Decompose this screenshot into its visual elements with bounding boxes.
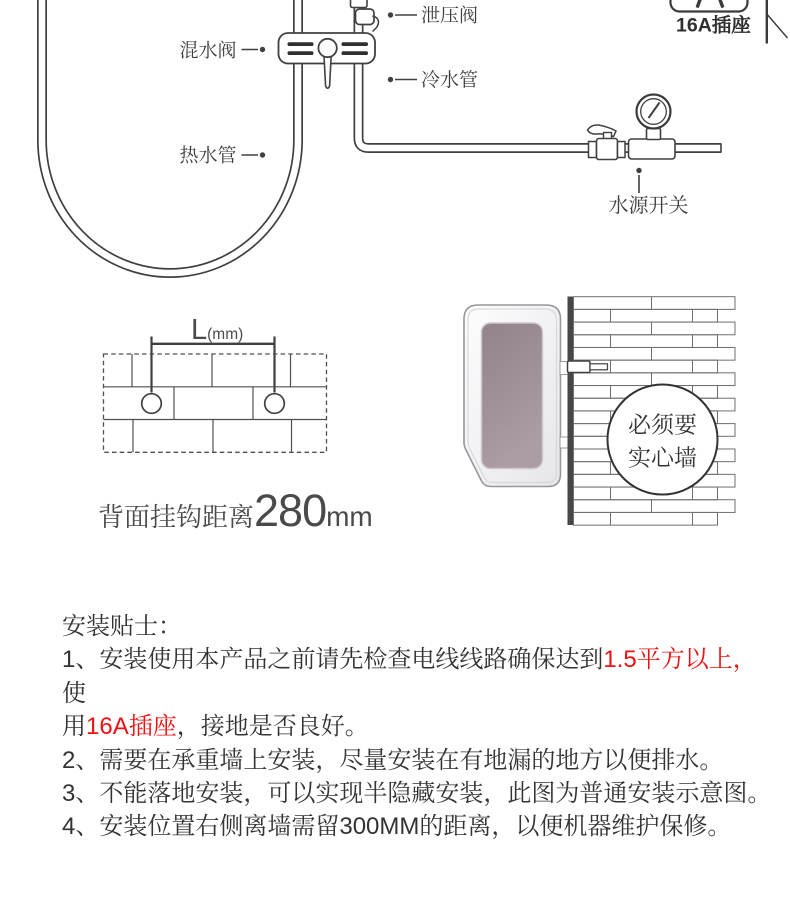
tips-item-3: 3、不能落地安装，可以实现半隐藏安装，此图为普通安装示意图。 (62, 780, 772, 808)
water-switch (588, 95, 676, 160)
relief-valve-label: 泄压阀 (421, 5, 479, 27)
tips-item-2: 2、需要在承重墙上安装，尽量安装在有地漏的地方以便排水。 (62, 746, 724, 774)
dim-L-label: L(mm) (191, 314, 244, 346)
heater-panel (482, 323, 543, 469)
annotation-water-switch (609, 168, 689, 217)
annotation-mixing-valve (179, 40, 265, 62)
wall-note-line1: 必须要 (628, 411, 697, 438)
hook-distance-caption (98, 485, 373, 537)
cold-pipe-label: 冷水管 (421, 70, 479, 91)
hook-hole-right (265, 394, 285, 414)
wall-surface-bar (568, 297, 574, 526)
hook-distance-diagram (104, 314, 327, 452)
hose-loop (42, 0, 298, 273)
pipe-coupling (351, 0, 368, 8)
hook-distance-value: 280 (254, 485, 327, 536)
pressure-gauge (637, 95, 671, 129)
wall-note-line2: 实心墙 (628, 444, 697, 471)
highlight-wire-spec: 1.5平方以上， (603, 646, 757, 674)
hook-distance-prefix: 背面挂钩距离 (98, 502, 255, 532)
solid-wall-badge (608, 385, 718, 495)
plumbing-diagram (42, 0, 788, 273)
water-switch-label: 水源开关 (608, 195, 689, 217)
mixing-valve-label: 混水阀 (179, 40, 237, 62)
anchor-screw (568, 361, 608, 373)
wall-section (104, 354, 327, 452)
heater-wall-diagram (464, 297, 735, 526)
annotation-relief-valve (388, 5, 478, 27)
installation-tips (62, 610, 778, 844)
wall-corner-lines (767, 0, 788, 44)
hook-distance-unit: mm (326, 501, 373, 532)
cold-water-pipe (359, 0, 722, 153)
highlight-socket-spec: 16A插座 (86, 713, 177, 741)
tips-item-4: 4、安装位置右侧离墙需留300MM的距离，以便机器维护保修。 (62, 813, 732, 841)
annotation-hot-pipe (179, 145, 265, 167)
tips-item-1: 1、安装使用本产品之前请先检查电线线路确保达到1.5平方以上，使 用16A插座，接地是否良好。 (62, 646, 757, 741)
socket-icon (671, 0, 748, 12)
annotation-cold-pipe (388, 69, 478, 91)
socket-label: 16A插座 (676, 14, 751, 37)
tips-heading: 安装贴士： (62, 613, 182, 640)
hot-pipe-label: 热水管 (179, 145, 237, 167)
hook-hole-left (142, 394, 162, 414)
